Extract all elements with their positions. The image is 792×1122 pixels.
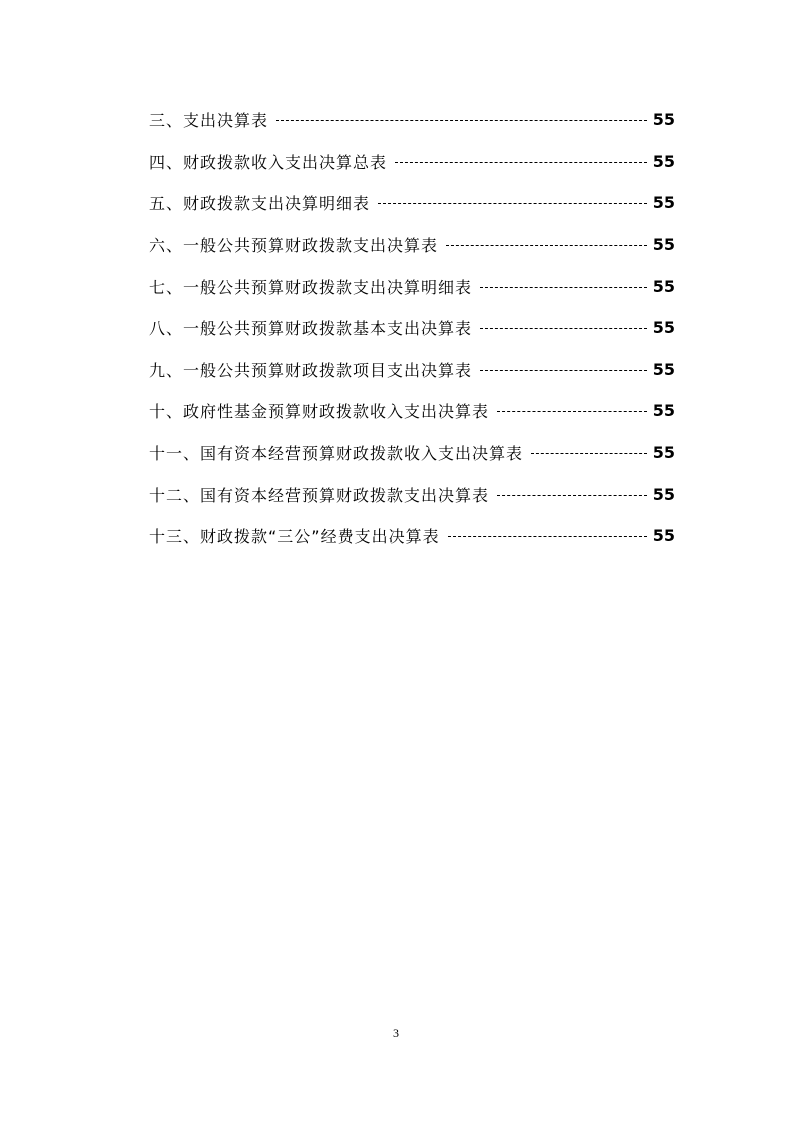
toc-entry[interactable] [149, 349, 675, 391]
toc-entry-page: 55 [652, 359, 675, 379]
toc-entry-title: 五、财政拨款支出决算明细表 [149, 194, 371, 214]
toc-entry-title: 九、一般公共预算财政拨款项目支出决算表 [149, 360, 473, 380]
toc-entry-page: 55 [652, 318, 675, 338]
toc-entry-page: 55 [652, 151, 675, 171]
toc-entry-page: 55 [652, 235, 675, 255]
toc-dot-leader [497, 411, 647, 412]
toc-dot-leader [276, 120, 647, 121]
toc-dot-leader [378, 203, 647, 204]
toc-entry[interactable] [149, 515, 675, 557]
toc-dot-leader [395, 162, 647, 163]
toc-entry[interactable] [149, 473, 675, 515]
toc-dot-leader [531, 453, 647, 454]
toc-entry-page: 55 [652, 276, 675, 296]
toc-entry-title: 十二、国有资本经营预算财政拨款支出决算表 [149, 485, 490, 505]
toc-dot-leader [480, 328, 647, 329]
toc-entry[interactable] [149, 390, 675, 432]
toc-entry-title: 十三、财政拨款“三公”经费支出决算表 [149, 527, 440, 547]
page-number: 3 [393, 1026, 399, 1040]
toc-entry-title: 七、一般公共预算财政拨款支出决算明细表 [149, 277, 473, 297]
toc-entry[interactable] [149, 99, 675, 141]
toc-entry-title: 四、财政拨款收入支出决算总表 [149, 152, 388, 172]
toc-entry-page: 55 [652, 193, 675, 213]
toc-entry-title: 六、一般公共预算财政拨款支出决算表 [149, 236, 439, 256]
toc-entry-title: 三、支出决算表 [149, 111, 269, 131]
toc-dot-leader [497, 495, 647, 496]
toc-entry[interactable] [149, 224, 675, 266]
toc-dot-leader [480, 370, 647, 371]
toc-entry-title: 八、一般公共预算财政拨款基本支出决算表 [149, 319, 473, 339]
toc-entry-title: 十一、国有资本经营预算财政拨款收入支出决算表 [149, 444, 524, 464]
toc-dot-leader [448, 536, 647, 537]
toc-entry[interactable] [149, 265, 675, 307]
toc-entry[interactable] [149, 141, 675, 183]
toc-dot-leader [446, 245, 647, 246]
toc-dot-leader [480, 287, 647, 288]
toc-entry-page: 55 [652, 110, 675, 130]
table-of-contents [149, 99, 675, 557]
toc-entry[interactable] [149, 182, 675, 224]
toc-entry[interactable] [149, 432, 675, 474]
toc-entry-page: 55 [652, 401, 675, 421]
toc-entry[interactable] [149, 307, 675, 349]
toc-entry-title: 十、政府性基金预算财政拨款收入支出决算表 [149, 402, 490, 422]
toc-entry-page: 55 [652, 484, 675, 504]
toc-entry-page: 55 [652, 443, 675, 463]
toc-entry-page: 55 [652, 526, 675, 546]
